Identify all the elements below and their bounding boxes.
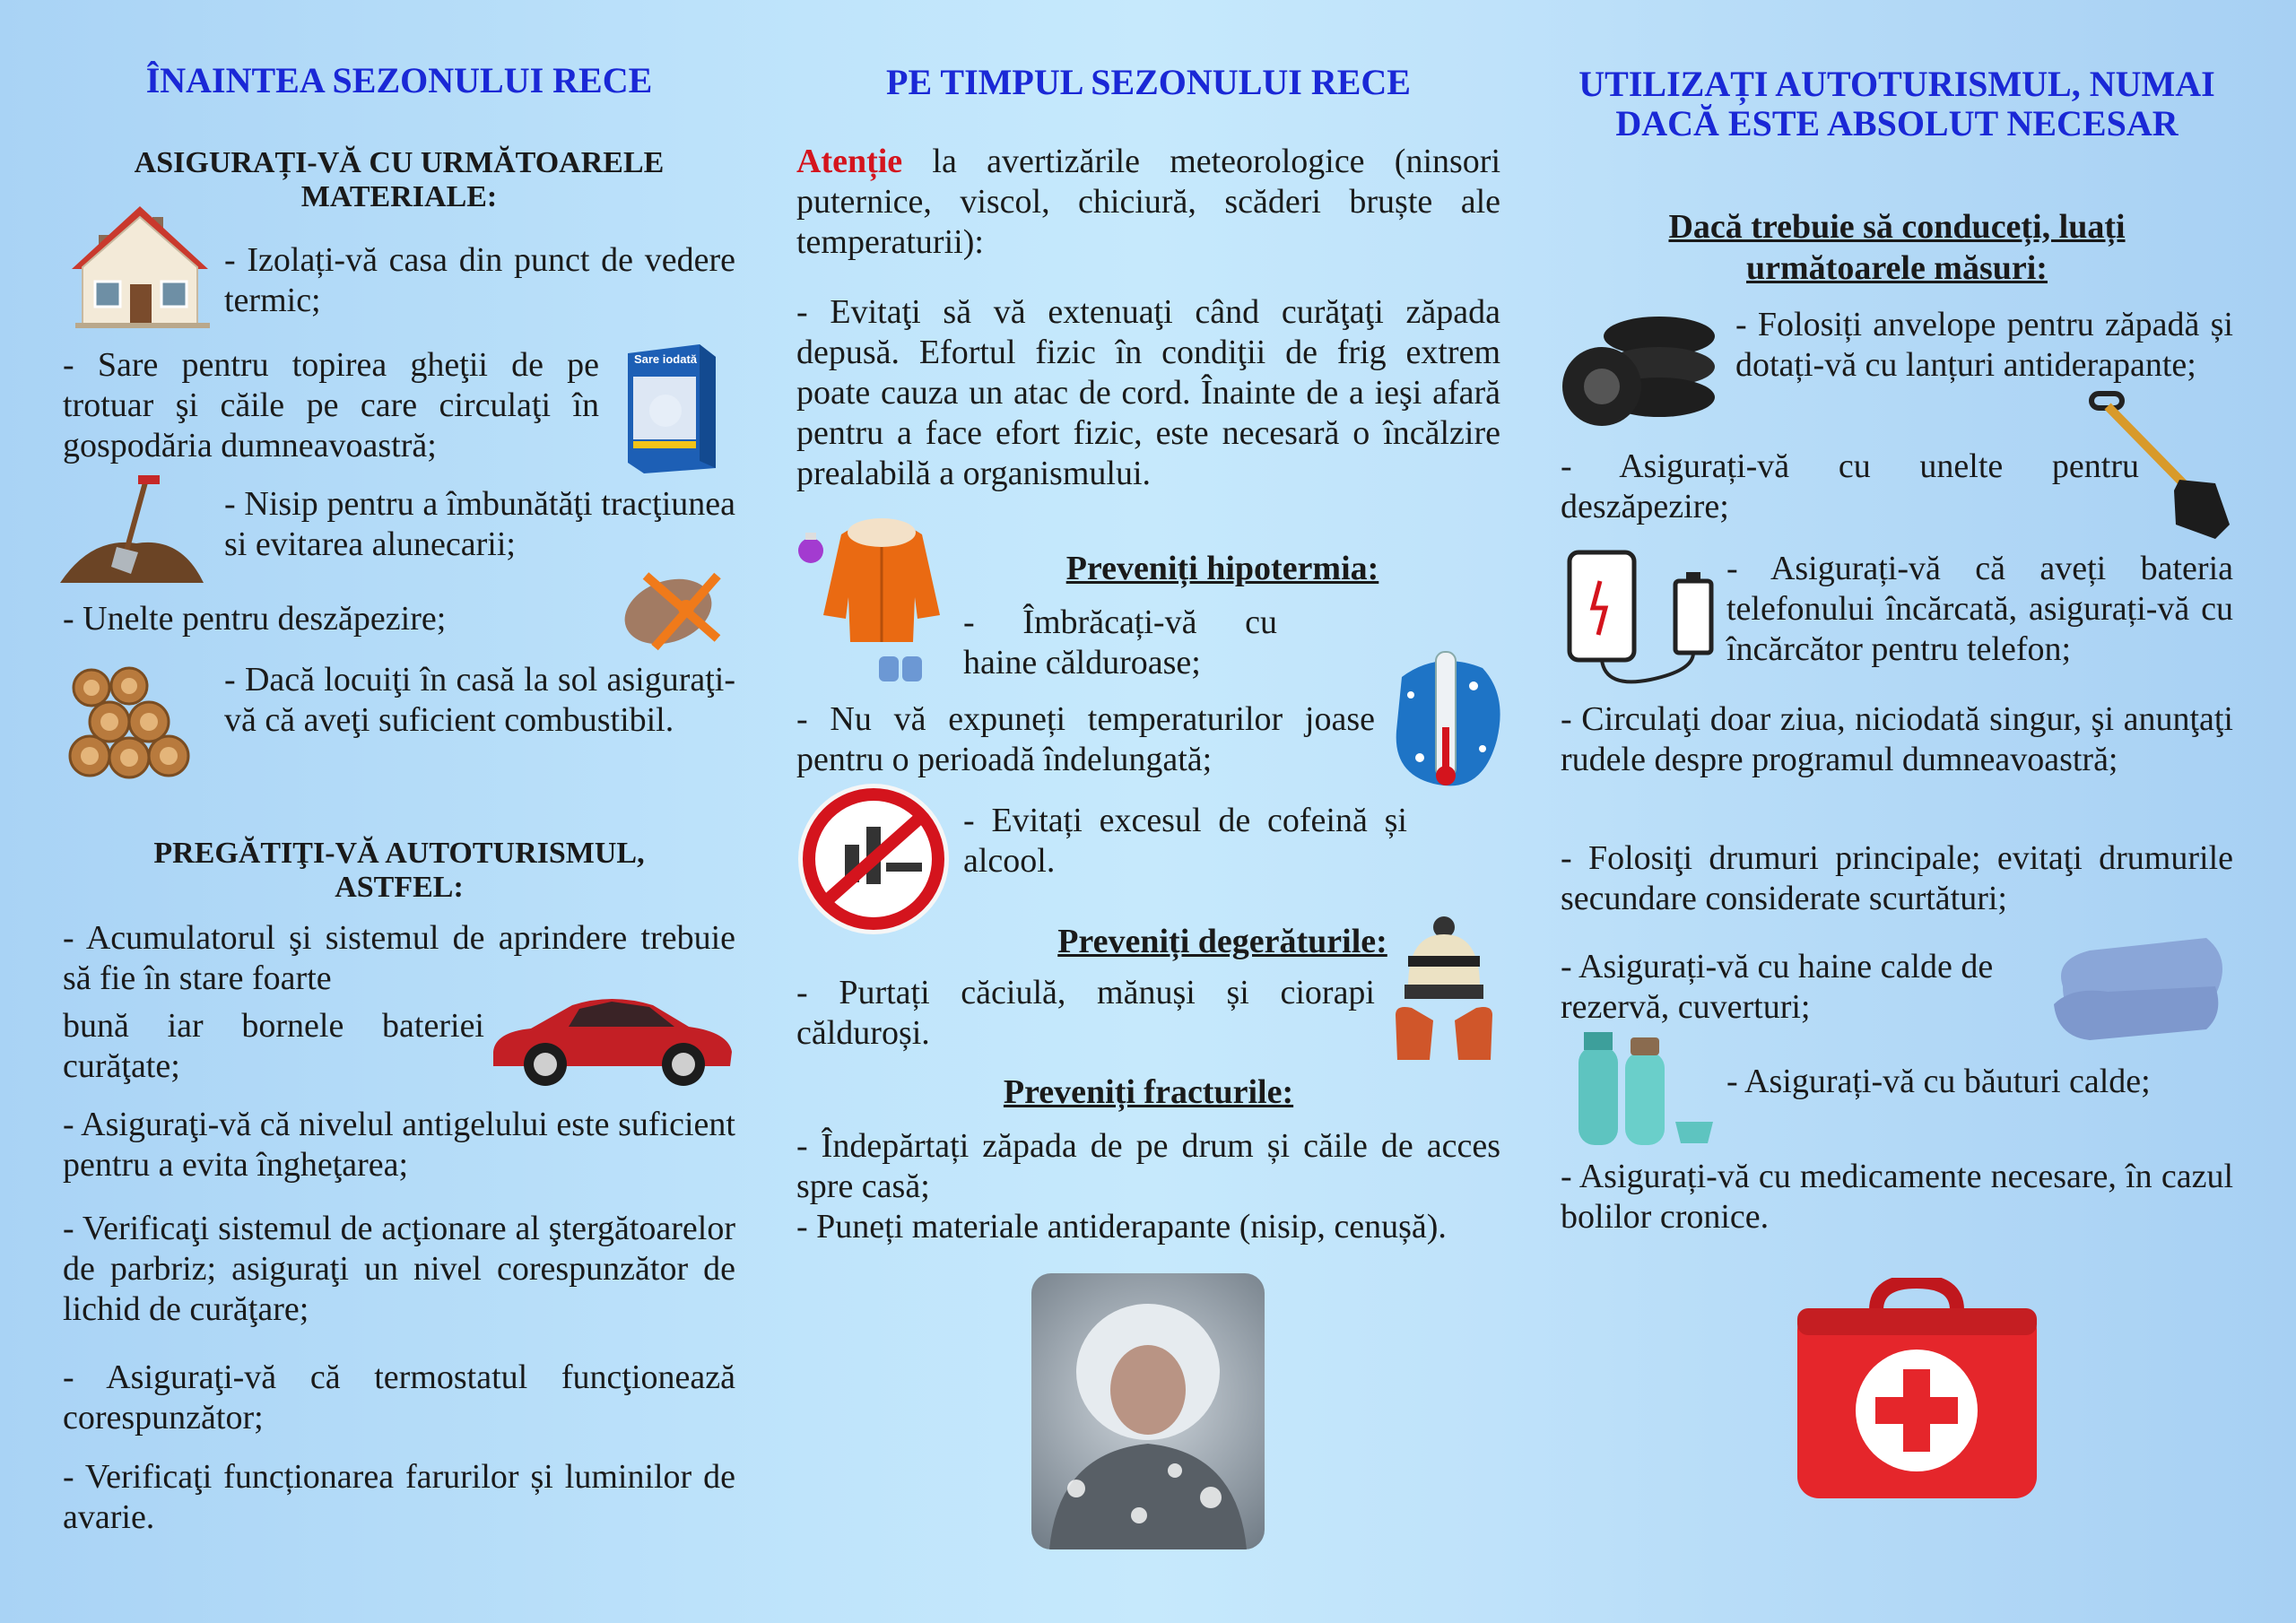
materials-subheading: ASIGURAȚI-VĂ CU URMĂTOARELE MATERIALE:	[134, 146, 665, 213]
tires-icon	[1561, 300, 1718, 435]
car-item: - Acumulatorul şi sistemul de aprindere trebuie să fie în stare foarte	[63, 919, 735, 997]
car-item: bună iar bornele bateriei curăţate;	[63, 1007, 484, 1085]
driving-item: - Asigurați-vă cu băuturi calde;	[1726, 1063, 2151, 1100]
material-item: - Nisip pentru a îmbunătăţi tracţiunea si evitarea alunecarii;	[224, 485, 735, 563]
salt-box-label: Sare iodată	[633, 352, 698, 366]
driving-item: - Asigurați-vă cu unelte pentru deszăpezire;	[1561, 447, 2139, 525]
attention-paragraph	[796, 142, 1500, 263]
hypothermia-item: - Îmbrăcați-vă cu haine călduroase;	[963, 603, 1277, 681]
cold-thermometer-icon	[1384, 641, 1509, 803]
frozen-man-photo	[1031, 1273, 1265, 1549]
car-icon	[486, 982, 737, 1089]
hypothermia-item: - Nu vă expuneți temperaturilor joase pentru o perioadă îndelungată;	[796, 700, 1375, 778]
driving-item: - Folosiţi drumuri principale; evitaţi drumurile secundare considerate scurtături;	[1561, 839, 2233, 917]
tools-icon	[619, 549, 731, 661]
fractures-title: Preveniți fracturile:	[1003, 1073, 1294, 1111]
driving-item: - Folosiți anvelope pentru zăpadă și dotați-vă cu lanțuri antiderapante;	[1735, 306, 2233, 384]
fractures-item: - Îndepărtați zăpada de pe drum și căile de acces spre casă;	[796, 1127, 1500, 1205]
exhaustion-paragraph: - Evitaţi să vă extenuaţi când curăţaţi zăpada depusă. Efortul fizic în condiţii de frig extrem poate cauza un atac de cord. Înainte de a ieşi afară pentru a face efort fizic, este necesară o încălzire prealabilă a organismului.	[796, 293, 1500, 492]
driving-subheading: Dacă trebuie să conduceți, luați următoarele măsuri:	[1668, 208, 2126, 287]
column-before-season	[63, 0, 735, 1623]
attention-word: Atenție	[796, 143, 903, 180]
driving-item: - Circulaţi doar ziua, niciodată singur, şi anunţaţi rudele despre programul dumneavoastră;	[1561, 700, 2233, 778]
hat-mittens-icon	[1388, 915, 1500, 1067]
material-item: - Izolați-vă casa din punct de vedere termic;	[224, 241, 735, 319]
frostbite-item: - Purtați căciulă, mănuși și ciorapi călduroși.	[796, 974, 1375, 1052]
car-prep-subheading: PREGĂTIŢI-VĂ AUTOTURISMUL, ASTFEL:	[153, 837, 645, 904]
column-car-use	[1561, 0, 2233, 1623]
first-aid-kit-icon	[1794, 1278, 2040, 1502]
blanket-icon	[2045, 924, 2233, 1049]
driving-item: - Asigurați-vă cu haine calde de rezervă, cuverturi;	[1561, 948, 1994, 1026]
salt-box-icon	[622, 341, 721, 475]
no-alcohol-icon	[796, 782, 951, 936]
column-during-season	[796, 0, 1500, 1623]
frostbite-title: Preveniți degerăturile:	[1057, 923, 1387, 960]
material-item: - Dacă locuiţi în casă la sol asiguraţi-vă că aveţi suficient combustibil.	[224, 661, 735, 739]
car-item: - Verificaţi funcționarea farurilor și luminilor de avarie.	[63, 1458, 735, 1536]
car-item: - Asiguraţi-vă că nivelul antigelului este suficient pentru a evita îngheţarea;	[63, 1106, 735, 1184]
driving-item: - Asigurați-vă cu medicamente necesare, în cazul bolilor cronice.	[1561, 1158, 2233, 1236]
phone-battery-icon	[1561, 545, 1722, 698]
thermos-icon	[1570, 1027, 1722, 1148]
car-item: - Verificaţi sistemul de acţionare al ştergătoarelor de parbriz; asiguraţi un nivel corespunzător de lichid de curăţare;	[63, 1210, 735, 1328]
shovel-icon	[2081, 390, 2242, 551]
driving-item: - Asigurați-vă că aveți bateria telefonului încărcată, asigurați-vă cu încărcător pentru telefon;	[1726, 550, 2233, 668]
attention-text: la avertizările meteorologice (ninsori puternice, viscol, chiciură, scăderi bruște ale temperaturii):	[796, 143, 1500, 261]
material-item: - Unelte pentru deszăpezire;	[63, 600, 447, 638]
house-icon	[63, 199, 217, 334]
car-item: - Asiguraţi-vă că termostatul funcţionează corespunzător;	[63, 1358, 735, 1436]
soil-shovel-icon	[56, 473, 208, 590]
hypothermia-item: - Evitați excesul de cofeină și alcool.	[963, 802, 1407, 880]
material-item: - Sare pentru topirea gheţii de pe trotuar şi căile pe care circulaţi în gospodăria dumneavoastră;	[63, 346, 599, 464]
fractures-item: - Puneți materiale antiderapante (nisip, cenușă).	[796, 1208, 1447, 1245]
hypothermia-title: Preveniți hipotermia:	[1065, 550, 1379, 587]
firewood-icon	[65, 659, 204, 780]
column-heading: ÎNAINTEA SEZONULUI RECE	[145, 60, 653, 100]
column-heading: UTILIZAȚI AUTOTURISMUL, NUMAI DACĂ ESTE ABSOLUT NECESAR	[1578, 64, 2215, 143]
winter-clothes-icon	[796, 508, 949, 687]
column-heading: PE TIMPUL SEZONULUI RECE	[886, 62, 1411, 102]
